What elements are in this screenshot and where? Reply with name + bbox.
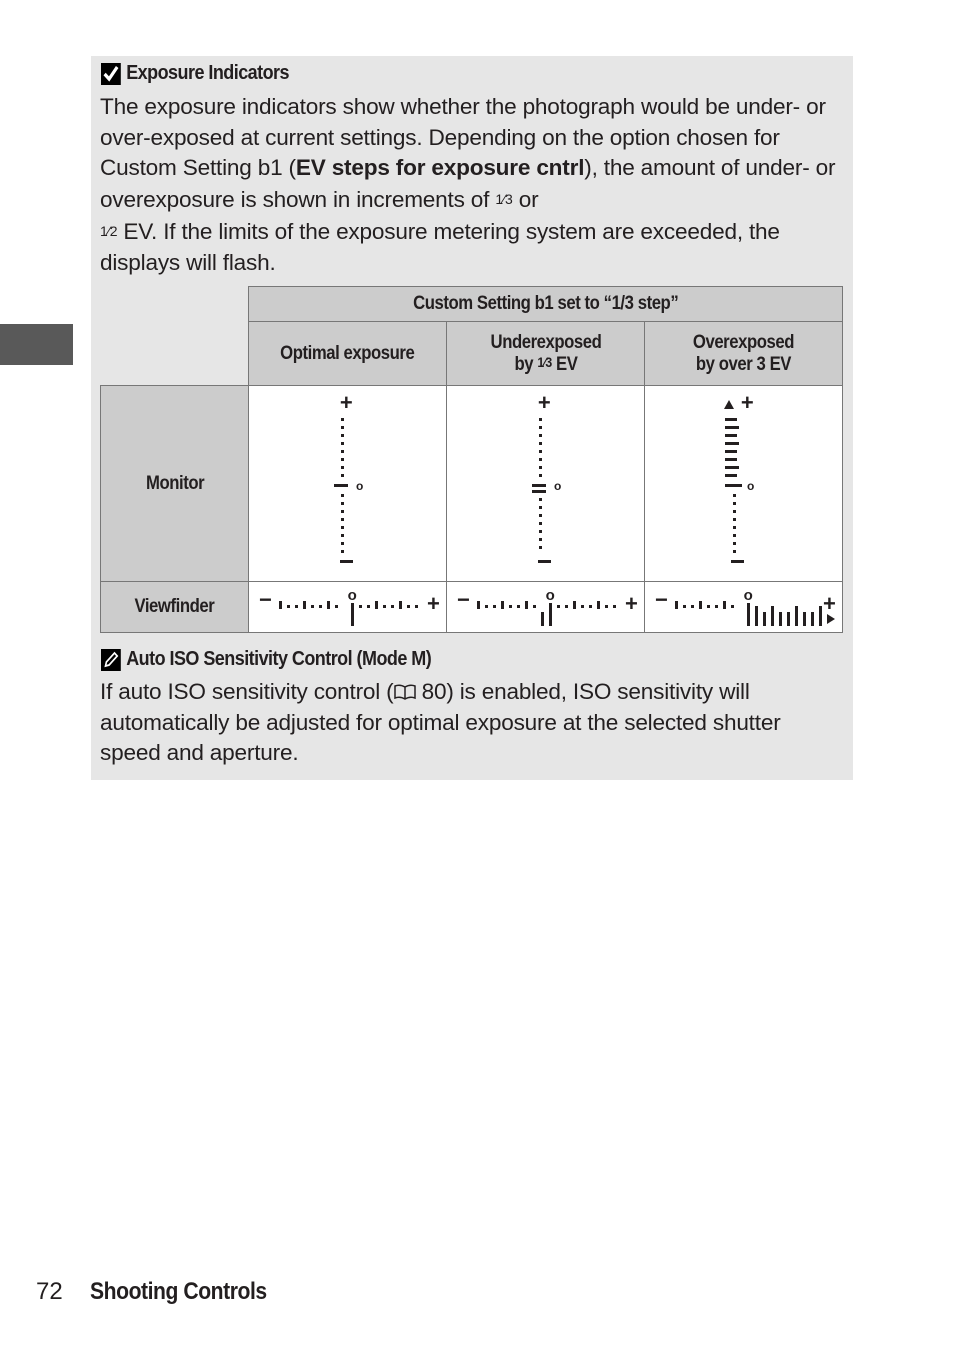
- blank-cell: [101, 287, 249, 386]
- viewfinder-optimal-display: [249, 582, 447, 633]
- body-text: or: [512, 187, 539, 213]
- pencil-icon: [101, 649, 121, 671]
- vertical-exposure-scale-optimal: [318, 390, 378, 572]
- body-text: ), the amount of under- or overexposure is shown in increments of: [100, 155, 836, 213]
- row-header-monitor: Monitor: [101, 386, 249, 582]
- svg-text:o: o: [355, 478, 363, 493]
- page-number: 72: [36, 1278, 63, 1305]
- chapter-tab: [0, 324, 73, 365]
- svg-text:+: +: [339, 389, 352, 415]
- viewfinder-under-display: [447, 582, 645, 633]
- svg-text:−: −: [258, 587, 272, 612]
- svg-text:+: +: [822, 591, 835, 616]
- svg-text:+: +: [426, 591, 440, 616]
- svg-text:o: o: [545, 587, 554, 604]
- section-title: Shooting Controls: [90, 1278, 267, 1305]
- fraction: 1⁄2: [100, 222, 118, 239]
- note-panel: [91, 56, 853, 780]
- exposure-note-body: [100, 92, 845, 278]
- exposure-bar: [549, 603, 552, 626]
- checkmark-icon: [101, 63, 121, 85]
- iso-note-title: Auto ISO Sensitivity Control (Mode M): [126, 648, 432, 670]
- svg-text:o: o: [347, 587, 357, 604]
- horizontal-exposure-scale-under: [451, 582, 641, 626]
- iso-note-body: [100, 677, 845, 769]
- menu-item-name: EV steps for exposure cntrl: [295, 155, 585, 181]
- svg-text:+: +: [537, 389, 550, 415]
- svg-text:+: +: [624, 591, 637, 616]
- exposure-note-title: Exposure Indicators: [126, 62, 290, 84]
- group-header: Custom Setting b1 set to “1/3 step”: [249, 287, 843, 322]
- body-text: If auto ISO sensitivity control (: [100, 679, 394, 704]
- exposure-note-heading: [101, 62, 289, 85]
- svg-text:−: −: [654, 587, 667, 612]
- monitor-under-display: [447, 386, 645, 582]
- triangle-up-icon: [724, 400, 734, 409]
- exposure-indicator-table: [100, 286, 843, 633]
- body-text: EV. If the limits of the exposure metering system are exceeded, the displays will flash.: [100, 218, 780, 275]
- horizontal-exposure-scale-over: [649, 582, 839, 626]
- svg-text:o: o: [553, 478, 561, 493]
- vertical-exposure-scale-under: [516, 390, 576, 572]
- book-icon: [394, 684, 416, 700]
- svg-text:+: +: [740, 389, 753, 415]
- col-header-under: Underexposed by 1⁄3 EV: [447, 322, 645, 386]
- exposure-bar: [351, 603, 354, 626]
- horizontal-exposure-scale-optimal: [253, 582, 443, 626]
- fraction: 1⁄3: [495, 191, 513, 208]
- body-text: 80) is enabled, ISO sensitivity will automatically be adjusted for optimal exposure at the selected shutter speed and aperture.: [100, 679, 781, 766]
- row-header-viewfinder: Viewfinder: [101, 582, 249, 633]
- vertical-exposure-scale-over: [714, 390, 774, 572]
- body-text: The exposure indicators show whether the photograph would be under- or over-exposed at current settings. Depending on the option chosen for Custom Setting b1 (: [100, 94, 826, 181]
- exposure-bar: [541, 612, 544, 626]
- svg-text:−: −: [456, 587, 469, 612]
- viewfinder-over-display: [645, 582, 843, 633]
- col-header-optimal: Optimal exposure: [249, 322, 447, 386]
- svg-text:o: o: [746, 478, 754, 493]
- svg-text:o: o: [743, 587, 752, 604]
- col-header-over: Overexposed by over 3 EV: [645, 322, 843, 386]
- monitor-over-display: [645, 386, 843, 582]
- monitor-optimal-display: [249, 386, 447, 582]
- iso-note-heading: [101, 648, 431, 671]
